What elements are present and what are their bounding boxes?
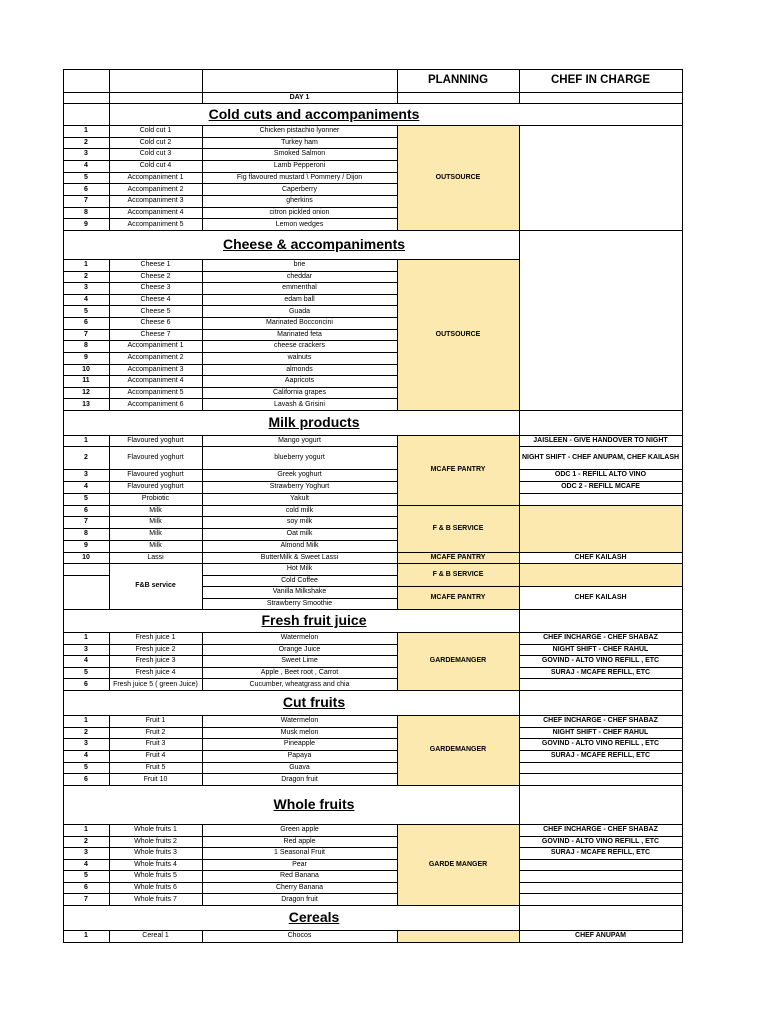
highlight-fill <box>519 505 682 552</box>
row-item: Vanilla Milkshake <box>272 588 327 596</box>
row-number: 5 <box>84 495 88 503</box>
grid-line <box>63 103 64 126</box>
grid-line <box>682 103 683 126</box>
chef-assignment: GOVIND - ALTO VINO REFILL , ETC <box>541 740 660 748</box>
chef-assignment: GOVIND - ALTO VINO REFILL , ETC <box>541 837 660 845</box>
row-category: Fruit 3 <box>145 740 166 748</box>
row-category: Flavoured yoghurt <box>127 453 184 461</box>
row-number: 2 <box>84 728 88 736</box>
chef-assignment: SURAJ - MCAFE REFILL, ETC <box>550 668 651 676</box>
row-item: cheese crackers <box>274 342 325 350</box>
row-item: Pear <box>292 860 307 868</box>
row-category: Cheese 7 <box>140 330 171 338</box>
grid-line <box>63 69 64 104</box>
row-category: Whole fruits 2 <box>134 837 177 845</box>
grid-line <box>63 942 683 943</box>
grid-line <box>682 785 683 825</box>
grid-line <box>682 632 683 691</box>
row-category: Lassi <box>147 553 164 561</box>
row-category: Whole fruits 4 <box>134 860 177 868</box>
row-number: 3 <box>84 645 88 653</box>
row-item: Lamb Pepperoni <box>273 162 326 170</box>
row-item: Sweet Lime <box>281 657 318 665</box>
row-number: 10 <box>82 365 90 373</box>
chef-assignment: CHEF ANUPAM <box>575 932 626 940</box>
milk-planning-fb: F & B SERVICE <box>432 524 484 532</box>
row-item: Red apple <box>283 837 316 845</box>
highlight-fill <box>519 563 682 586</box>
row-item: Fig flavoured mustard \ Pommery / Dijon <box>236 173 363 181</box>
row-item: cheddar <box>286 272 313 280</box>
row-item: Strawberry Yoghurt <box>269 483 330 491</box>
row-category: Cold cut 4 <box>139 162 172 170</box>
day-label: DAY 1 <box>289 93 310 101</box>
row-number: 5 <box>84 872 88 880</box>
row-item: 1 Seasonal Fruit <box>274 849 325 857</box>
row-item: Yakult <box>290 495 309 503</box>
row-number: 1 <box>84 127 88 135</box>
chef-assignment <box>519 762 682 774</box>
row-category: Accompaniment 4 <box>127 377 184 385</box>
grid-line <box>63 715 683 716</box>
row-category: Milk <box>149 518 162 526</box>
row-category: Accompaniment 2 <box>127 185 184 193</box>
row-number: 12 <box>82 388 90 396</box>
row-number: 8 <box>84 208 88 216</box>
row-number: 3 <box>84 471 88 479</box>
cheese-section-title: Cheese & accompaniments <box>222 236 406 253</box>
grid-line <box>397 930 398 943</box>
row-category: Cheese 1 <box>140 261 171 269</box>
row-category: Fresh juice 3 <box>135 657 176 665</box>
row-category: Milk <box>149 530 162 538</box>
grid-line <box>519 609 520 633</box>
row-category: Milk <box>149 542 162 550</box>
column-header-planning: PLANNING <box>427 74 489 87</box>
grid-line <box>109 69 110 104</box>
grid-line <box>682 905 683 931</box>
row-number: 1 <box>84 826 88 834</box>
chef-assignment <box>519 859 682 871</box>
row-category: Whole fruits 6 <box>134 883 177 891</box>
row-number: 5 <box>84 307 88 315</box>
grid-line <box>519 905 520 931</box>
row-category: Accompaniment 1 <box>127 173 184 181</box>
row-number: 1 <box>84 634 88 642</box>
row-item: Lemon wedges <box>275 220 324 228</box>
row-item: Turkey ham <box>281 138 318 146</box>
row-category: Whole fruits 5 <box>134 872 177 880</box>
row-number: 5 <box>84 668 88 676</box>
grid-line <box>519 259 520 411</box>
grid-line <box>682 69 683 104</box>
row-item: Guada <box>288 307 311 315</box>
row-number: 3 <box>84 284 88 292</box>
row-item: Aapricots <box>284 377 315 385</box>
row-number: 4 <box>84 162 88 170</box>
row-category: Accompaniment 2 <box>127 354 184 362</box>
row-item: brie <box>293 261 306 269</box>
row-number: 6 <box>84 775 88 783</box>
row-number: 6 <box>84 506 88 514</box>
row-category: Cheese 5 <box>140 307 171 315</box>
row-item: Guava <box>289 763 310 771</box>
grid-line <box>63 690 64 716</box>
row-category: Flavoured yoghurt <box>127 483 184 491</box>
grid-line <box>519 493 683 494</box>
row-number: 5 <box>84 173 88 181</box>
row-number: 9 <box>84 542 88 550</box>
whole_fruits-planning: GARDE MANGER <box>428 860 488 868</box>
row-number: 6 <box>84 319 88 327</box>
row-category: Fresh juice 4 <box>135 668 176 676</box>
row-number: 3 <box>84 740 88 748</box>
row-item: Chicken pistachio lyonner <box>259 127 340 135</box>
grid-line <box>519 690 520 716</box>
chef-assignment: NIGHT SHIFT - CHEF ANUPAM, CHEF KAILASH <box>521 453 680 461</box>
row-category: Accompaniment 3 <box>127 365 184 373</box>
row-number: 1 <box>84 261 88 269</box>
row-item: blueberry yogurt <box>274 453 325 461</box>
fb-planning-mcafe: MCAFE PANTRY <box>430 593 486 601</box>
highlight-fill <box>397 930 519 942</box>
grid-line <box>109 435 110 564</box>
row-category: Whole fruits 3 <box>134 849 177 857</box>
row-item: walnuts <box>287 354 312 362</box>
row-item: Watermelon <box>280 717 319 725</box>
row-category: Cheese 3 <box>140 284 171 292</box>
row-number: 5 <box>84 763 88 771</box>
cut_fruits-planning: GARDEMANGER <box>429 746 487 754</box>
row-category: Fresh juice 5 ( green Juice) <box>113 680 198 688</box>
row-number: 6 <box>84 680 88 688</box>
row-item: Strawberry Smoothie <box>266 599 333 607</box>
row-item: California grapes <box>273 388 326 396</box>
row-number: 7 <box>84 197 88 205</box>
row-number: 3 <box>84 849 88 857</box>
row-number: 6 <box>84 883 88 891</box>
grid-line <box>682 259 683 411</box>
row-item: Almond Milk <box>280 542 319 550</box>
chef-assignment: CHEF KAILASH <box>574 593 627 601</box>
grid-line <box>682 930 683 943</box>
juice-planning: GARDEMANGER <box>429 657 487 665</box>
row-number: 8 <box>84 342 88 350</box>
chef-assignment <box>519 870 682 882</box>
row-category: Accompaniment 3 <box>127 197 184 205</box>
row-category: Fruit 4 <box>145 752 166 760</box>
row-number: 11 <box>82 377 90 385</box>
row-number: 4 <box>84 860 88 868</box>
chef-assignment: CHEF INCHARGE - CHEF SHABAZ <box>543 826 658 834</box>
row-number: 10 <box>82 553 90 561</box>
grid-line <box>202 435 203 564</box>
grid-line <box>63 632 683 633</box>
grid-line <box>682 410 683 436</box>
row-item: Chocos <box>287 932 312 940</box>
grid-line <box>63 230 64 260</box>
row-item: Musk melon <box>280 728 319 736</box>
grid-line <box>63 785 64 825</box>
row-category: Fresh juice 2 <box>135 645 176 653</box>
column-header-chef-in-charge: CHEF IN CHARGE <box>550 74 651 87</box>
row-item: Pineapple <box>283 740 316 748</box>
row-category: Flavoured yoghurt <box>127 436 184 444</box>
row-category: Cheese 2 <box>140 272 171 280</box>
grid-line <box>63 563 110 564</box>
grid-line <box>519 435 520 564</box>
row-item: emmenthal <box>282 284 317 292</box>
cold_cuts-planning: OUTSOURCE <box>435 173 481 181</box>
row-item: soy milk <box>286 518 313 526</box>
chef-assignment: CHEF KAILASH <box>574 553 627 561</box>
row-item: Green apple <box>280 826 319 834</box>
milk-section-title: Milk products <box>268 414 360 431</box>
row-category: Accompaniment 6 <box>127 400 184 408</box>
grid-line <box>682 435 683 564</box>
row-number: 4 <box>84 752 88 760</box>
row-item: Dragon fruit <box>281 775 318 783</box>
grid-line <box>63 230 520 231</box>
grid-line <box>63 563 64 610</box>
chef-assignment: NIGHT SHIFT - CHEF RAHUL <box>552 645 649 653</box>
chef-assignment: JAISLEEN - GIVE HANDOVER TO NIGHT <box>533 436 668 444</box>
chef-assignment: NIGHT SHIFT - CHEF RAHUL <box>552 728 649 736</box>
row-category: Flavoured yoghurt <box>127 471 184 479</box>
row-item: Papaya <box>287 752 312 760</box>
row-number: 4 <box>84 295 88 303</box>
milk-planning-mcafe: MCAFE PANTRY <box>430 466 486 474</box>
chef-assignment: SURAJ - MCAFE REFILL, ETC <box>550 752 651 760</box>
row-item: Cold Coffee <box>281 576 318 584</box>
row-category: Accompaniment 4 <box>127 208 184 216</box>
row-category: Fruit 5 <box>145 763 166 771</box>
row-item: Caperberry <box>281 185 317 193</box>
row-number: 9 <box>84 220 88 228</box>
row-item: Marinated feta <box>277 330 322 338</box>
chef-assignment: ODC 2 - REFILL MCAFE <box>561 483 640 491</box>
whole_fruits-section-title: Whole fruits <box>273 796 355 813</box>
chef-assignment <box>519 882 682 894</box>
row-item: Smoked Salmon <box>273 150 326 158</box>
chef-assignment: CHEF INCHARGE - CHEF SHABAZ <box>543 717 658 725</box>
chef-assignment: SURAJ - MCAFE REFILL, ETC <box>550 849 651 857</box>
row-number: 1 <box>84 932 88 940</box>
row-item: Cherry Banana <box>275 883 324 891</box>
juice-section-title: Fresh fruit juice <box>261 612 367 629</box>
grid-line <box>63 435 64 564</box>
chef-assignment: GOVIND - ALTO VINO REFILL , ETC <box>541 657 660 665</box>
row-category: Milk <box>149 506 162 514</box>
chef-assignment <box>519 893 682 905</box>
row-category: Cold cut 2 <box>139 138 172 146</box>
row-category: Cereal 1 <box>142 932 169 940</box>
grid-line <box>682 609 683 633</box>
grid-line <box>63 609 64 633</box>
grid-line <box>682 230 683 260</box>
row-number: 2 <box>84 138 88 146</box>
row-number: 1 <box>84 717 88 725</box>
row-number: 7 <box>84 895 88 903</box>
row-item: citron pickled onion <box>269 208 330 216</box>
row-item: Cucumber, wheatgrass and chia <box>249 680 350 688</box>
row-category: Fruit 10 <box>143 775 168 783</box>
row-number: 2 <box>84 272 88 280</box>
chef-assignment: ODC 1 - REFILL ALTO VINO <box>554 471 647 479</box>
row-category: Cold cut 3 <box>139 150 172 158</box>
row-number: 9 <box>84 354 88 362</box>
row-number: 7 <box>84 330 88 338</box>
cold_cuts-section-title: Cold cuts and accompaniments <box>208 105 420 122</box>
row-number: 8 <box>84 530 88 538</box>
fb-service-category: F&B service <box>135 582 176 590</box>
row-number: 2 <box>84 453 88 461</box>
row-item: Orange Juice <box>278 645 321 653</box>
row-number: 2 <box>84 837 88 845</box>
row-number: 4 <box>84 657 88 665</box>
cut_fruits-section-title: Cut fruits <box>282 694 346 711</box>
row-number: 7 <box>84 518 88 526</box>
row-category: Accompaniment 5 <box>127 388 184 396</box>
chef-assignment <box>519 678 682 690</box>
row-category: Accompaniment 1 <box>127 342 184 350</box>
row-number: 6 <box>84 185 88 193</box>
row-category: Cheese 6 <box>140 319 171 327</box>
row-category: Whole fruits 7 <box>134 895 177 903</box>
chef-assignment: CHEF INCHARGE - CHEF SHABAZ <box>543 634 658 642</box>
grid-line <box>519 785 520 825</box>
row-category: Fruit 1 <box>145 717 166 725</box>
grid-line <box>63 410 64 436</box>
row-category: Fresh juice 1 <box>135 634 176 642</box>
row-item: cold milk <box>285 506 314 514</box>
row-item: Mango yogurt <box>278 436 321 444</box>
grid-line <box>63 905 64 931</box>
row-item: Red Banana <box>280 872 319 880</box>
row-item: Oat milk <box>286 530 313 538</box>
milk-planning-mcafe-lassi: MCAFE PANTRY <box>430 553 486 561</box>
row-category: Accompaniment 5 <box>127 220 184 228</box>
grid-line <box>519 125 683 126</box>
row-category: Probiotic <box>141 495 170 503</box>
row-item: ButterMilk & Sweet Lassi <box>260 553 339 561</box>
cereals-section-title: Cereals <box>288 909 340 926</box>
row-number: 3 <box>84 150 88 158</box>
row-item: Hot Milk <box>286 565 313 573</box>
row-number: 13 <box>82 400 90 408</box>
grid-line <box>682 690 683 716</box>
chef-assignment <box>519 773 682 785</box>
row-category: Cold cut 1 <box>139 127 172 135</box>
row-number: 4 <box>84 483 88 491</box>
row-item: Apple , Beet root , Carrot <box>260 668 339 676</box>
row-category: Fruit 2 <box>145 728 166 736</box>
row-item: Marinated Bocconcini <box>266 319 333 327</box>
row-item: almonds <box>286 365 313 373</box>
row-item: gherkins <box>286 197 313 205</box>
row-item: Watermelon <box>280 634 319 642</box>
row-item: edam ball <box>284 295 315 303</box>
fb-planning-service: F & B SERVICE <box>432 570 484 578</box>
row-number: 1 <box>84 436 88 444</box>
row-item: Lavash & Grisini <box>274 400 325 408</box>
cheese-planning: OUTSOURCE <box>435 330 481 338</box>
grid-line <box>63 824 683 825</box>
row-category: Cheese 4 <box>140 295 171 303</box>
row-item: Dragon fruit <box>281 895 318 903</box>
row-category: Whole fruits 1 <box>134 826 177 834</box>
grid-line <box>63 575 110 576</box>
row-item: Greek yoghurt <box>277 471 322 479</box>
